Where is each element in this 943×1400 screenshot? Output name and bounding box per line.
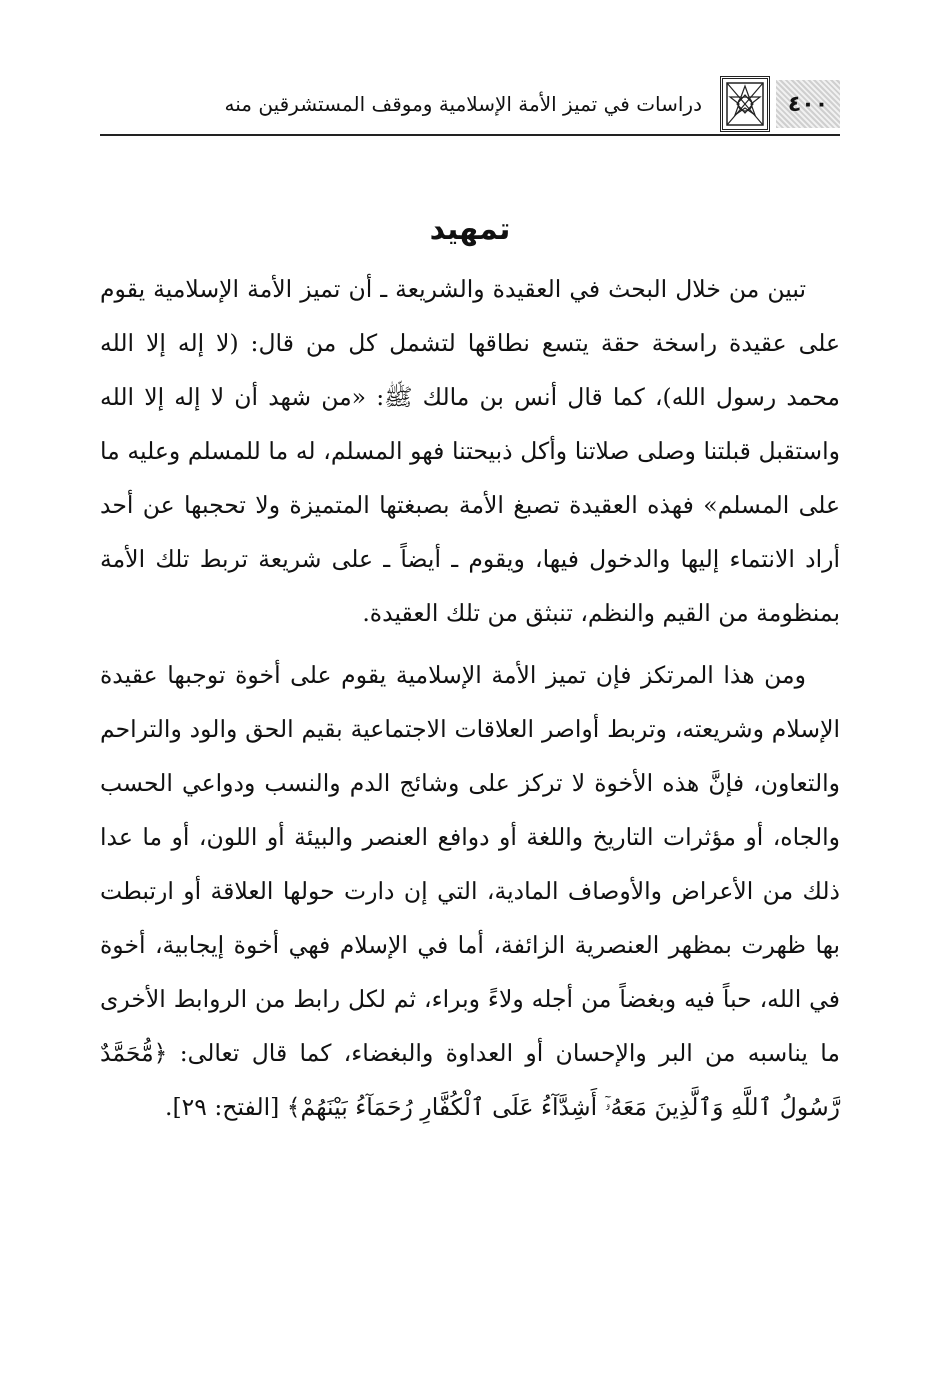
section-heading: تمهيد	[429, 212, 511, 247]
page-number: ٤٠٠	[776, 80, 840, 128]
paragraph-2: ومن هذا المرتكز فإن تميز الأمة الإسلامية يقوم على أخوة توجبها عقيدة الإسلام وشريعته، وتربط أواصر العلاقات الاجتماعية بقيم الحق والود والتراحم والتعاون، فإنَّ هذه الأخوة لا تركز على وشائج الدم والنسب ودواعي الحسب والجاه، أو مؤثرات التاريخ واللغة أو دوافع العنصر والبيئة أو اللون، أو ما عدا ذلك من الأعراض والأوصاف المادية، التي إن دارت حولها العلاقة أو ارتبطت بها ظهرت بمظهر العنصرية الزائفة، أما في الإسلام فهي أخوة إيجابية، أخوة في الله، حباً فيه وبغضاً من أجله ولاءً وبراء، ثم لكل رابط من الروابط الأخرى ما يناسبه من البر والإحسان أو العداوة والبغضاء، كما قال تعالى: ﴿مُّحَمَّدٌ رَّسُولُ ٱللَّهِ وَٱلَّذِينَ مَعَهُۥٓ أَشِدَّآءُ عَلَى ٱلْكُفَّارِ رُحَمَآءُ بَيْنَهُمْ﴾ [الفتح: ٢٩].	[100, 661, 840, 1121]
running-title: دراسات في تميز الأمة الإسلامية وموقف المستشرقين منه	[224, 92, 702, 116]
body-text	[100, 262, 840, 1134]
page-header	[100, 76, 840, 136]
geometric-star-ornament-icon	[720, 76, 770, 132]
header-rule	[100, 134, 840, 136]
paragraph-1: تبين من خلال البحث في العقيدة والشريعة ـ أن تميز الأمة الإسلامية يقوم على عقيدة راسخة حقة يتسع نطاقها لتشمل كل من قال: (لا إله إلا الله محمد رسول الله)، كما قال أنس بن مالك ﷺ: «من شهد أن لا إله إلا الله واستقبل قبلتنا وصلى صلاتنا وأكل ذبيحتنا فهو المسلم، له ما للمسلم وعليه ما على المسلم» فهذه العقيدة تصبغ الأمة بصبغتها المتميزة ولا تحجبها عن أحد أراد الانتماء إليها والدخول فيها، ويقوم ـ أيضاً ـ على شريعة تربط تلك الأمة بمنظومة من القيم والنظم، تنبثق من تلك العقيدة.	[100, 275, 840, 627]
